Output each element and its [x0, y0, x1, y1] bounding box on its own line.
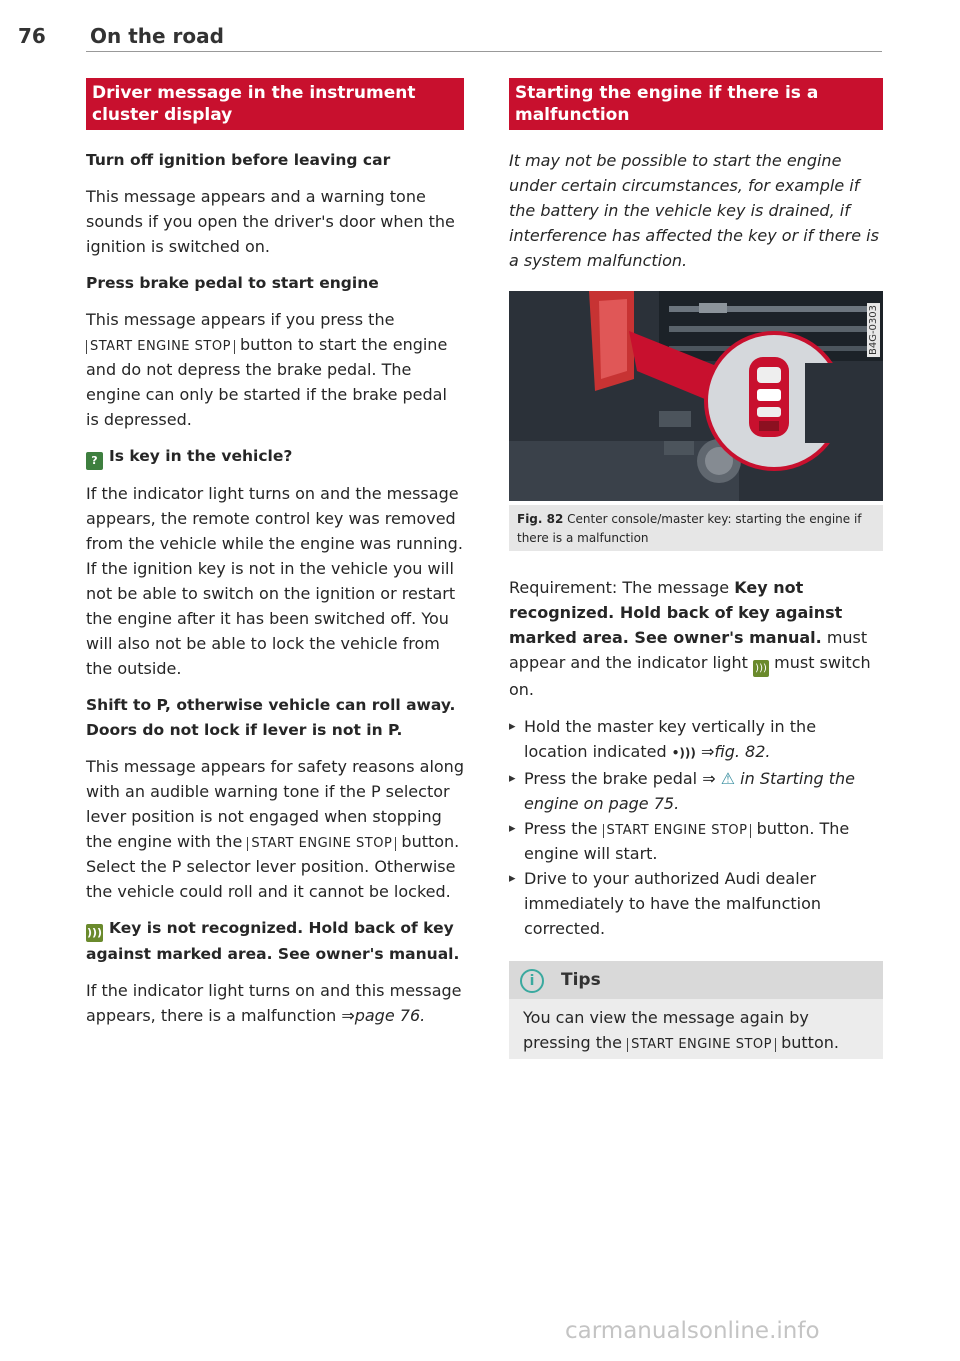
page-reference-link[interactable]: in Starting the engine on page 75.	[524, 769, 855, 813]
page-header	[0, 20, 960, 56]
message-body-key-in-vehicle: If the indicator light turns on and the message appears, the remote control key was removed from the vehicle while the engine was running. If the ignition key is not in the vehicle you will not be able to switch on the ignition or restart the engine after it has been switched off. You will also not be able to lock the vehicle from the outside.	[86, 484, 463, 678]
message-body-brake	[86, 307, 464, 432]
key-location-icon: •)))	[671, 746, 696, 760]
key-signal-indicator-icon: )))	[753, 660, 769, 677]
message-body-key-not-recognized	[86, 978, 464, 1028]
figure-label: Fig. 82	[517, 512, 564, 526]
requirement-text	[509, 575, 883, 702]
page-number: 76	[18, 24, 46, 48]
warning-triangle-icon: ⚠	[720, 769, 736, 788]
figure-id-label: B4G-0303	[868, 305, 879, 356]
text-segment: must switch on.	[509, 653, 871, 699]
start-engine-stop-label: START ENGINE STOP	[247, 837, 396, 851]
message-title-key-not-recognized	[86, 916, 464, 967]
tips-body	[509, 999, 883, 1059]
tips-header	[509, 961, 883, 999]
figure-reference-link[interactable]: ⇒fig. 82.	[700, 742, 771, 761]
message-body-ignition: This message appears and a warning tone sounds if you open the driver's door when the ignition is switched on.	[86, 187, 455, 256]
key-signal-indicator-icon: )))	[86, 924, 103, 942]
step-press-button	[509, 816, 883, 866]
key-question-indicator-icon: ?	[86, 452, 103, 470]
figure-caption	[509, 505, 883, 551]
text-segment: You can view the message again by pressing the	[523, 1008, 809, 1052]
left-section-banner: Driver message in the instrument cluster display	[86, 78, 464, 130]
tips-box	[509, 961, 883, 1059]
text-segment: button. Select the P selector lever position. Otherwise the vehicle could roll and it cannot be locked.	[86, 832, 460, 901]
start-engine-stop-label: START ENGINE STOP	[627, 1038, 776, 1052]
text-segment: Hold the master key vertically in the location indicated	[524, 717, 817, 761]
message-title-ignition: Turn off ignition before leaving car	[86, 151, 391, 169]
figure-caption-text: Center console/master key: starting the engine if there is a malfunction	[517, 512, 862, 545]
message-title-brake: Press brake pedal to start engine	[86, 274, 379, 292]
right-section-banner: Starting the engine if there is a malfunction	[509, 78, 883, 130]
title-text: Is key in the vehicle?	[109, 447, 293, 465]
info-circle-icon: i	[520, 969, 544, 993]
center-console-illustration	[509, 291, 883, 501]
text-segment: must appear and the indicator light	[509, 628, 868, 672]
text-segment: button.	[781, 1033, 839, 1052]
text-segment: Press the brake pedal ⇒	[524, 769, 716, 788]
message-name-bold: Key not recognized. Hold back of key against marked area. See owner's manual.	[509, 578, 843, 647]
center-console-figure	[509, 291, 883, 501]
section-title: On the road	[90, 24, 224, 48]
message-body-shift-p	[86, 754, 464, 904]
title-text: Key is not recognized. Hold back of key against marked area. See owner's manual.	[86, 919, 460, 963]
message-title-key-in-vehicle	[86, 444, 464, 470]
page-reference-link[interactable]: ⇒page 76.	[341, 1006, 426, 1025]
procedure-steps	[509, 714, 883, 941]
start-engine-stop-label: START ENGINE STOP	[86, 340, 235, 354]
start-engine-stop-label: START ENGINE STOP	[603, 824, 752, 838]
header-rule	[86, 51, 882, 52]
text-segment: This message appears for safety reasons along with an audible warning tone if the P selector lever position is not engaged when stopping the engine with the	[86, 757, 464, 851]
text-segment: This message appears if you press the	[86, 310, 395, 329]
watermark: carmanualsonline.info	[565, 1318, 820, 1344]
step-hold-key	[509, 714, 883, 766]
left-column	[86, 78, 464, 1040]
intro-text: It may not be possible to start the engine under certain circumstances, for example if the battery in the vehicle key is drained, if interference has affected the key or if there is a system malfunction.	[509, 151, 879, 270]
text-segment: button to start the engine and do not depress the brake pedal. The engine can only be started if the brake pedal is depressed.	[86, 335, 448, 429]
text-segment: Press the	[524, 819, 598, 838]
text-segment: button. The engine will start.	[524, 819, 850, 863]
tips-label: Tips	[561, 970, 601, 990]
message-title-shift-p: Shift to P, otherwise vehicle can roll away. Doors do not lock if lever is not in P.	[86, 696, 456, 739]
step-brake-pedal	[509, 766, 883, 816]
right-column	[509, 78, 883, 1059]
text-segment: Requirement: The message	[509, 578, 730, 597]
step-drive-to-dealer: ▸ Drive to your authorized Audi dealer immediately to have the malfunction corrected.	[509, 866, 883, 941]
text-segment: If the indicator light turns on and this message appears, there is a malfunction	[86, 981, 462, 1025]
